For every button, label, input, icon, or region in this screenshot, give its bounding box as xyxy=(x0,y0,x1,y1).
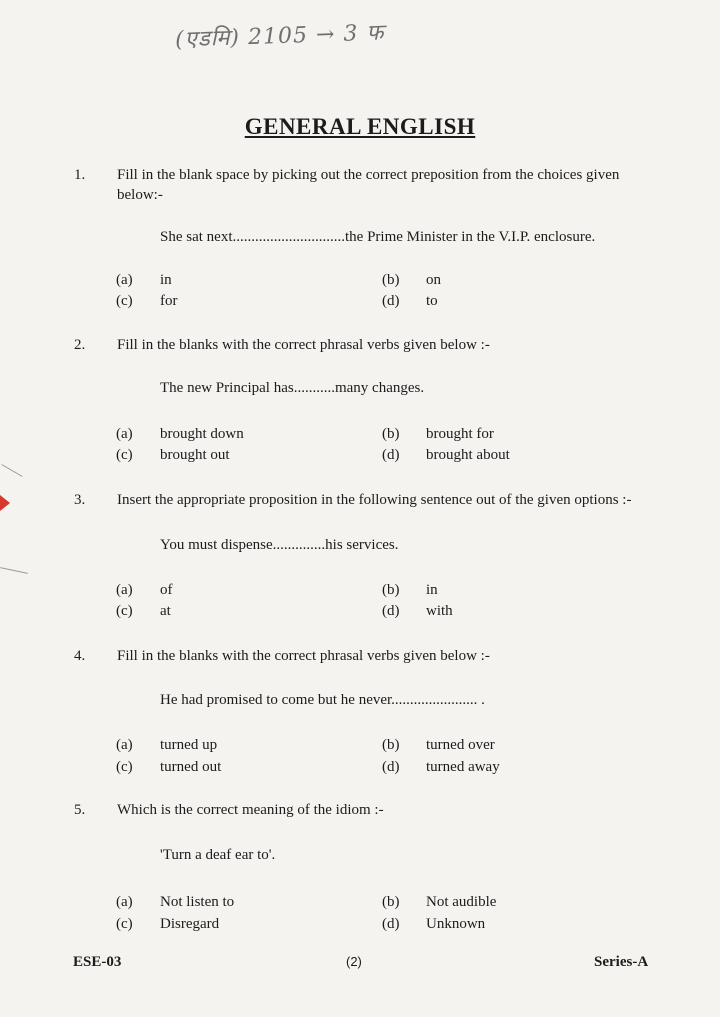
question-text: Insert the appropriate proposition in the following sentence out of the given options :- xyxy=(117,492,632,508)
option-label: (a) xyxy=(116,426,133,442)
option-text: brought for xyxy=(426,426,494,442)
option-text: Not audible xyxy=(426,894,497,910)
red-margin-mark xyxy=(0,495,10,511)
option-label: (b) xyxy=(382,737,400,753)
pencil-mark xyxy=(1,464,22,477)
option-label: (b) xyxy=(382,894,400,910)
option-label: (d) xyxy=(382,916,400,932)
option-b xyxy=(382,424,494,444)
option-text: in xyxy=(160,272,172,288)
option-label: (c) xyxy=(116,603,133,619)
option-text: in xyxy=(426,582,438,598)
option-a xyxy=(116,735,217,755)
option-label: (c) xyxy=(116,447,133,463)
option-b xyxy=(382,270,441,290)
option-text: brought out xyxy=(160,447,230,463)
page-number: (2) xyxy=(346,954,362,969)
option-a xyxy=(116,580,173,600)
question-number: 2. xyxy=(74,337,86,353)
option-a xyxy=(116,424,244,444)
option-d xyxy=(382,445,510,465)
option-text: with xyxy=(426,603,453,619)
option-label: (d) xyxy=(382,759,400,775)
option-a xyxy=(116,270,172,290)
option-label: (a) xyxy=(116,737,133,753)
question-text: Fill in the blank space by picking out the correct preposition from the choices given below:- xyxy=(117,167,620,203)
option-label: (a) xyxy=(116,582,133,598)
option-d xyxy=(382,291,438,311)
option-text: of xyxy=(160,582,173,598)
question-stem: She sat next..............................the Prime Minister in the V.I.P. enclosure. xyxy=(160,229,596,245)
option-text: Unknown xyxy=(426,916,486,932)
option-label: (b) xyxy=(382,582,400,598)
option-c xyxy=(116,757,221,777)
option-text: turned over xyxy=(426,737,495,753)
series-label: Series-A xyxy=(594,954,649,970)
option-text: on xyxy=(426,272,441,288)
option-a xyxy=(116,892,234,912)
option-text: to xyxy=(426,293,438,309)
paper-code: ESE-03 xyxy=(73,954,122,970)
question-stem: The new Principal has...........many changes. xyxy=(160,380,425,396)
option-c xyxy=(116,914,219,934)
option-label: (a) xyxy=(116,894,133,910)
question-number: 5. xyxy=(74,802,86,818)
option-text: Not listen to xyxy=(160,894,235,910)
question-number: 4. xyxy=(74,648,86,664)
handwritten-note: (एडमि) 2105 → 3 फ xyxy=(174,20,385,53)
option-label: (a) xyxy=(116,272,133,288)
option-text: turned up xyxy=(160,737,218,753)
question-stem: 'Turn a deaf ear to'. xyxy=(160,847,276,863)
page-title: GENERAL ENGLISH xyxy=(244,114,476,139)
option-label: (d) xyxy=(382,293,400,309)
option-label: (b) xyxy=(382,272,400,288)
option-b xyxy=(382,892,496,912)
question-number: 1. xyxy=(74,167,86,183)
option-b xyxy=(382,580,438,600)
option-text: Disregard xyxy=(160,916,220,932)
option-label: (d) xyxy=(382,603,400,619)
option-label: (c) xyxy=(116,916,133,932)
question-text: Fill in the blanks with the correct phrasal verbs given below :- xyxy=(117,648,490,664)
option-text: at xyxy=(160,603,171,619)
option-text: turned away xyxy=(426,759,500,775)
question-number: 3. xyxy=(74,492,86,508)
question-stem: He had promised to come but he never....................... . xyxy=(160,692,485,708)
option-label: (c) xyxy=(116,293,133,309)
option-c xyxy=(116,291,178,311)
option-d xyxy=(382,757,500,777)
option-d xyxy=(382,914,485,934)
option-text: turned out xyxy=(160,759,222,775)
question-text: Which is the correct meaning of the idiom :- xyxy=(117,802,384,818)
option-label: (b) xyxy=(382,426,400,442)
option-text: brought about xyxy=(426,447,510,463)
option-label: (c) xyxy=(116,759,133,775)
pencil-mark xyxy=(0,567,28,574)
question-stem: You must dispense..............his services. xyxy=(160,537,399,553)
option-d xyxy=(382,601,453,621)
option-b xyxy=(382,735,495,755)
option-c xyxy=(116,601,171,621)
option-text: for xyxy=(160,293,178,309)
option-label: (d) xyxy=(382,447,400,463)
option-text: brought down xyxy=(160,426,244,442)
question-text: Fill in the blanks with the correct phrasal verbs given below :- xyxy=(117,337,490,353)
option-c xyxy=(116,445,230,465)
